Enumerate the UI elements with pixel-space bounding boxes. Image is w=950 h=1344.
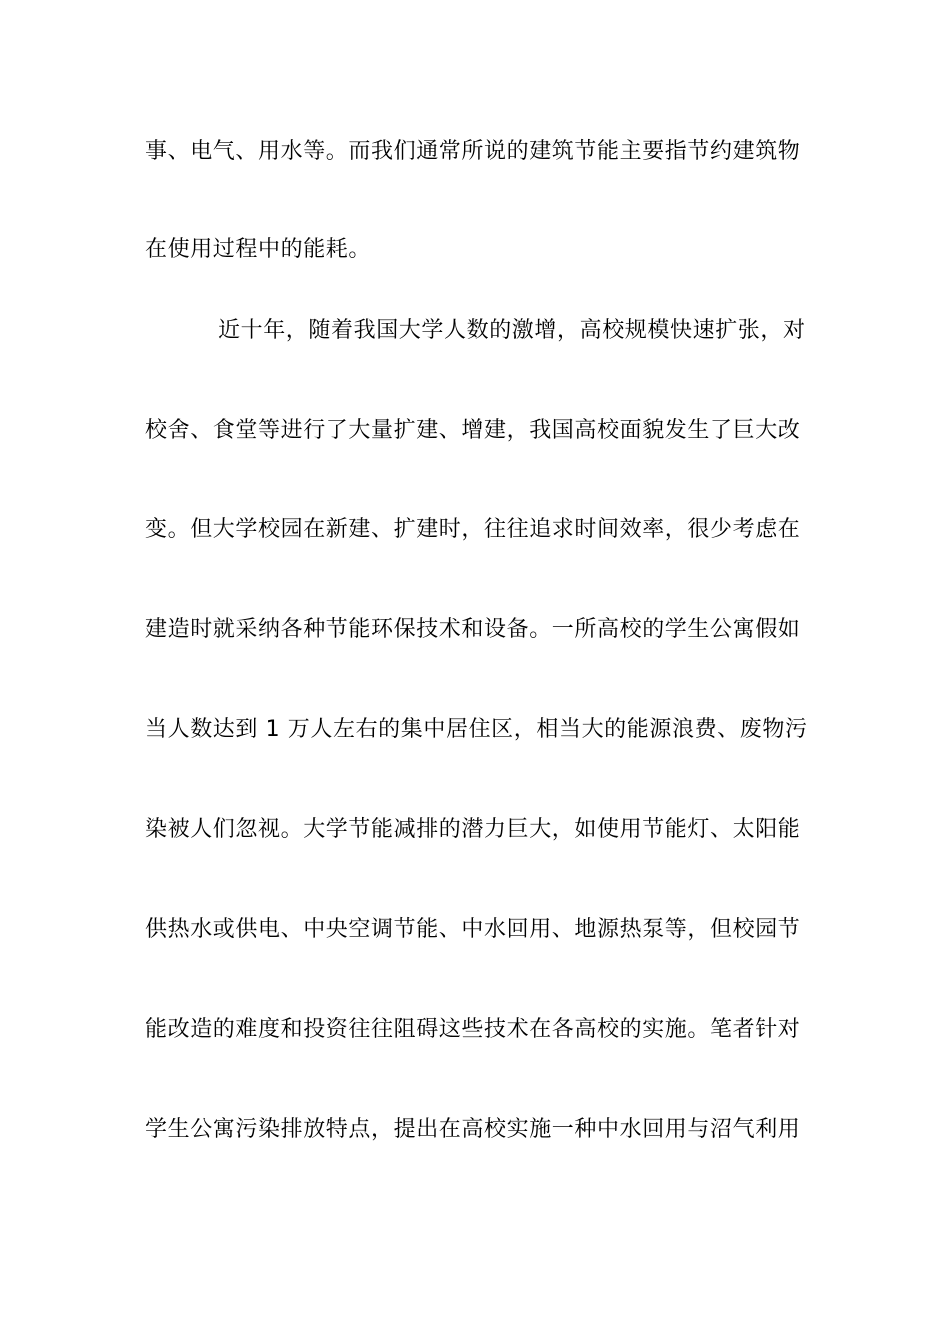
text-line-8: 染被人们忽视。大学节能减排的潜力巨大，如使用节能灯、太阳能: [145, 817, 801, 842]
paragraph-start-line: 近十年，随着我国大学人数的激增，高校规模快速扩张，对: [218, 318, 806, 343]
text-line-5: 变。但大学校园在新建、扩建时，往往追求时间效率，很少考虑在: [145, 517, 801, 542]
text-line-2: 在使用过程中的能耗。: [145, 237, 372, 262]
text-line-10: 能改造的难度和投资往往阻碍这些技术在各高校的实施。笔者针对: [145, 1017, 801, 1042]
text-line-1: 事、电气、用水等。而我们通常所说的建筑节能主要指节约建筑物: [145, 139, 801, 164]
text-line-4: 校舍、食堂等进行了大量扩建、增建，我国高校面貌发生了巨大改: [145, 418, 801, 443]
text-line-7: 当人数达到 1 万人左右的集中居住区，相当大的能源浪费、废物污: [145, 717, 808, 742]
text-line-9: 供热水或供电、中央空调节能、中水回用、地源热泵等，但校园节: [145, 917, 801, 942]
text-line-11: 学生公寓污染排放特点，提出在高校实施一种中水回用与沼气利用: [145, 1117, 801, 1142]
text-line-6: 建造时就采纳各种节能环保技术和设备。一所高校的学生公寓假如: [145, 617, 801, 642]
